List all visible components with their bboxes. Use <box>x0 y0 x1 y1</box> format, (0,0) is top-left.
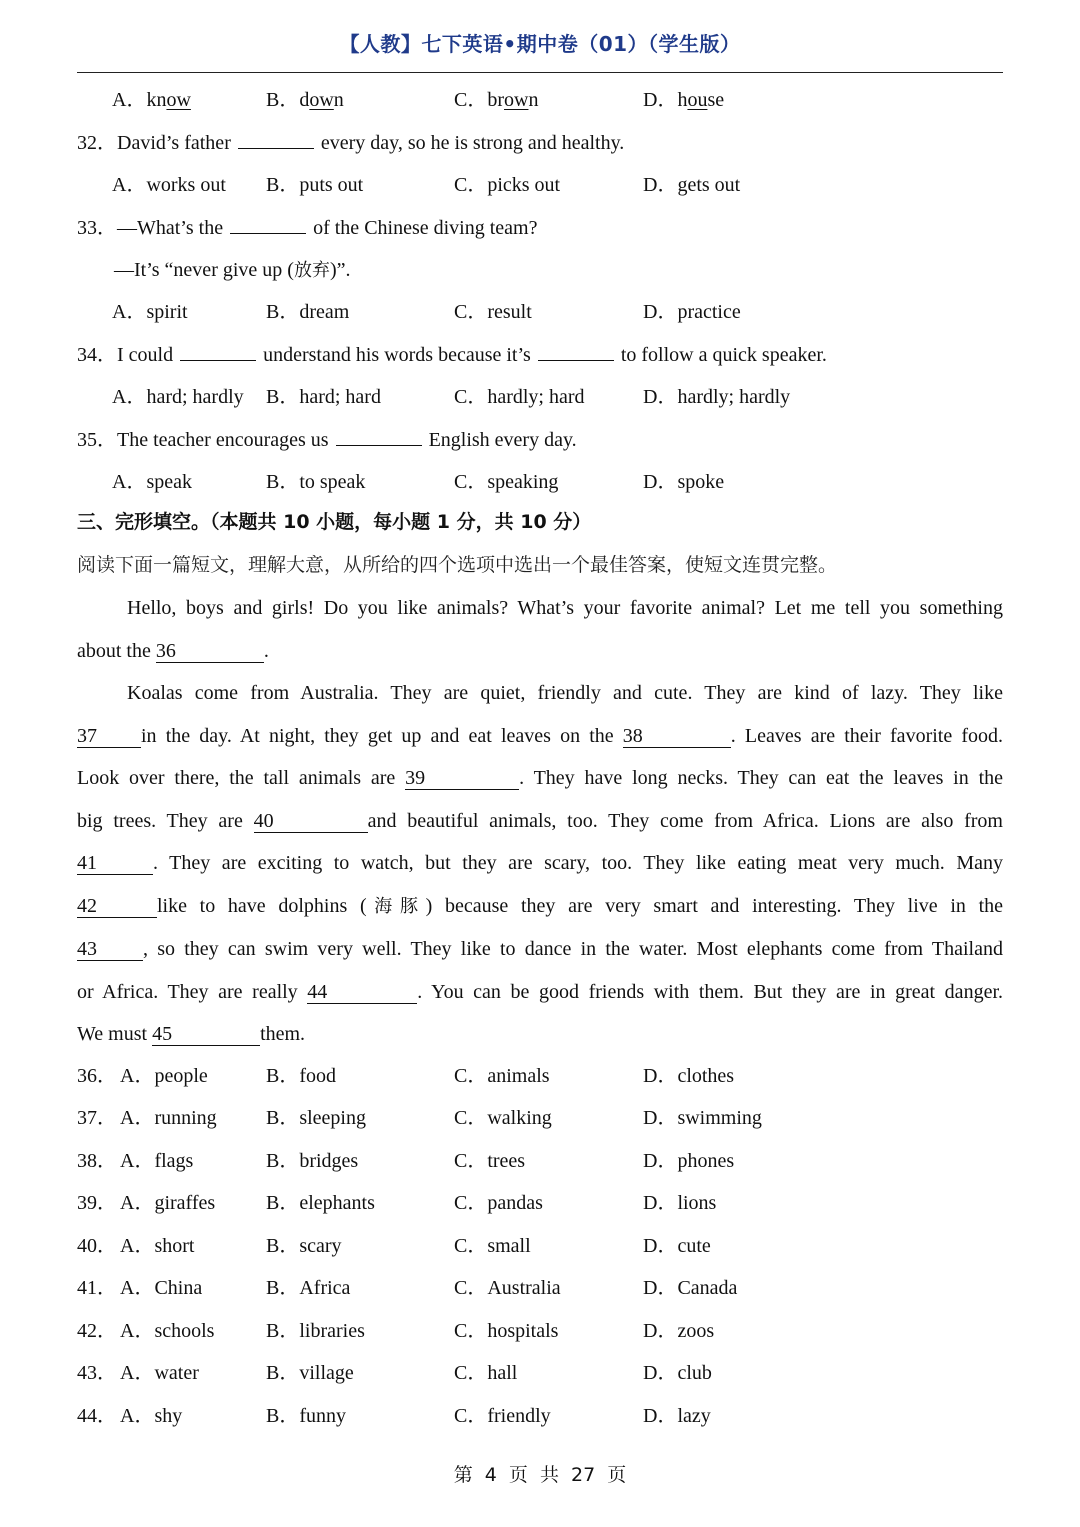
question-34: 34．I could understand his words because it’s to follow a quick speaker. <box>77 340 1003 369</box>
passage-line: 37 in the day. At night, they get up and eat leaves on the 38 . Leaves are their favorite food. <box>77 724 1004 747</box>
q32-option-d: D．gets out <box>643 174 741 196</box>
q33-option-d: D．practice <box>643 301 741 323</box>
cloze-option: C．pandas <box>454 1192 543 1214</box>
blank-41: 41 <box>77 852 153 875</box>
passage-line: 42 like to have dolphins (海豚) because they are very smart and interesting. They live in the <box>77 894 1003 917</box>
section-3-title: 三、完形填空。（本题共 10 小题，每小题 1 分，共 10 分） <box>77 511 592 533</box>
passage-line: Hello, boys and girls! Do you like animals? What’s your favorite animal? Let me tell you something <box>127 597 1003 619</box>
passage-line: big trees. They are 40 and beautiful animals, too. They come from Africa. Lions are also from <box>77 809 1003 832</box>
q33-option-a: A．spirit <box>112 301 188 323</box>
cloze-option: C．Australia <box>454 1277 561 1299</box>
cloze-option: D．lions <box>643 1192 717 1214</box>
cloze-option: A．short <box>120 1235 195 1257</box>
cloze-option: C．trees <box>454 1150 526 1172</box>
blank-43: 43 <box>77 938 143 961</box>
question-33: 33．—What’s the of the Chinese diving team? <box>77 213 1003 242</box>
cloze-option: C．hall <box>454 1362 518 1384</box>
cloze-option: C．hospitals <box>454 1320 559 1342</box>
cloze-option: B．libraries <box>266 1320 365 1342</box>
cloze-option: B．food <box>266 1065 336 1087</box>
q32-option-c: C．picks out <box>454 174 561 196</box>
cloze-option-row: 44． A．shy B．funny C．friendly D．lazy <box>77 1402 1003 1430</box>
cloze-option: D．zoos <box>643 1320 715 1342</box>
cloze-option-row: 40． A．short B．scary C．small D．cute <box>77 1232 1003 1260</box>
cloze-option: D．phones <box>643 1150 735 1172</box>
cloze-passage <box>77 587 1003 1056</box>
cloze-option: A．schools <box>120 1320 215 1342</box>
blank-44: 44 <box>307 981 417 1004</box>
answer-blank <box>238 128 314 149</box>
cloze-option: A．running <box>120 1107 217 1129</box>
q35-option-d: D．spoke <box>643 471 725 493</box>
q33-option-b: B．dream <box>266 301 350 323</box>
cloze-option: A．shy <box>120 1405 183 1427</box>
cloze-option: D．Canada <box>643 1277 738 1299</box>
header-divider <box>77 72 1003 73</box>
cloze-option: C．small <box>454 1235 531 1257</box>
cloze-option: B．scary <box>266 1235 342 1257</box>
cloze-option: C．animals <box>454 1065 550 1087</box>
q31-option-b: B．down <box>266 89 344 111</box>
q33-option-c: C．result <box>454 301 532 323</box>
blank-39: 39 <box>405 767 519 790</box>
cloze-option: B．bridges <box>266 1150 359 1172</box>
answer-blank <box>180 340 256 361</box>
cloze-option: B．sleeping <box>266 1107 366 1129</box>
cloze-option: D．clothes <box>643 1065 735 1087</box>
passage-line: We must 45 them. <box>77 1023 306 1045</box>
q35-option-b: B．to speak <box>266 471 366 493</box>
answer-blank <box>538 340 614 361</box>
blank-40: 40 <box>254 810 368 833</box>
cloze-option-row: 43． A．water B．village C．hall D．club <box>77 1359 1003 1387</box>
passage-line: about the 36 . <box>77 639 269 662</box>
blank-36: 36 <box>156 640 264 663</box>
passage-line: or Africa. They are really 44 . You can be good friends with them. But they are in great danger. <box>77 980 1003 1003</box>
cloze-option: D．swimming <box>643 1107 762 1129</box>
q31-option-c: C．brown <box>454 89 539 111</box>
cloze-option-row: 42． A．schools B．libraries C．hospitals D．zoos <box>77 1317 1003 1345</box>
question-35: 35．The teacher encourages us English every day. <box>77 425 1003 454</box>
cloze-option: B．village <box>266 1362 354 1384</box>
answer-blank <box>336 425 422 446</box>
section-3-instruction: 阅读下面一篇短文，理解大意，从所给的四个选项中选出一个最佳答案，使短文连贯完整。 <box>77 554 838 576</box>
page-number-text: 第 4 页 共 27 页 <box>453 1464 627 1486</box>
cloze-option: A．giraffes <box>120 1192 216 1214</box>
blank-45: 45 <box>152 1023 260 1046</box>
blank-38: 38 <box>623 725 731 748</box>
cloze-option: A．China <box>120 1277 203 1299</box>
passage-line: Koalas come from Australia. They are quiet, friendly and cute. They are kind of lazy. They like <box>127 682 1003 704</box>
blank-42: 42 <box>77 895 157 918</box>
answer-blank <box>230 213 306 234</box>
cloze-option: D．lazy <box>643 1405 711 1427</box>
q34-option-b: B．hard; hard <box>266 386 381 408</box>
passage-line: Look over there, the tall animals are 39 . They have long necks. They can eat the leaves in the <box>77 767 1003 789</box>
cloze-option: B．Africa <box>266 1277 351 1299</box>
cloze-option: A．people <box>120 1065 208 1087</box>
passage-line: 43 , so they can swim very well. They like to dance in the water. Most elephants come from Thailand <box>77 938 1003 960</box>
cloze-option: B．funny <box>266 1405 346 1427</box>
page-header-title: 【人教】七下英语•期中卷（01）（学生版） <box>339 32 741 56</box>
q32-option-b: B．puts out <box>266 174 364 196</box>
cloze-option: D．club <box>643 1362 712 1384</box>
cloze-option-row: 38． A．flags B．bridges C．trees D．phones <box>77 1147 1003 1175</box>
cloze-option: C．friendly <box>454 1405 551 1427</box>
cloze-option-row: 39． A．giraffes B．elephants C．pandas D．lions <box>77 1189 1003 1217</box>
passage-line: 41 . They are exciting to watch, but they are scary, too. They like eating meat very much. Many <box>77 852 1003 874</box>
q32-option-a: A．works out <box>112 174 226 196</box>
question-33-answer-line: —It’s “never give up (放弃)”. <box>114 259 351 281</box>
cloze-option: A．water <box>120 1362 199 1384</box>
q34-option-c: C．hardly; hard <box>454 386 585 408</box>
q31-option-a: A．know <box>112 89 191 111</box>
cloze-option: D．cute <box>643 1235 711 1257</box>
q31-option-d: D．house <box>643 89 725 111</box>
question-32: 32．David’s father every day, so he is strong and healthy. <box>77 128 1003 157</box>
cloze-option: A．flags <box>120 1150 194 1172</box>
cloze-option: B．elephants <box>266 1192 375 1214</box>
q35-option-a: A．speak <box>112 471 192 493</box>
cloze-option-row: 41． A．China B．Africa C．Australia D．Canada <box>77 1274 1003 1302</box>
page-footer <box>0 1460 1080 1487</box>
cloze-option-row: 37． A．running B．sleeping C．walking D．swimming <box>77 1104 1003 1132</box>
blank-37: 37 <box>77 725 141 748</box>
q34-option-a: A．hard; hardly <box>112 386 244 408</box>
q35-option-c: C．speaking <box>454 471 559 493</box>
q34-option-d: D．hardly; hardly <box>643 386 791 408</box>
cloze-option-row: 36． A．people B．food C．animals D．clothes <box>77 1062 1003 1090</box>
cloze-option: C．walking <box>454 1107 552 1129</box>
